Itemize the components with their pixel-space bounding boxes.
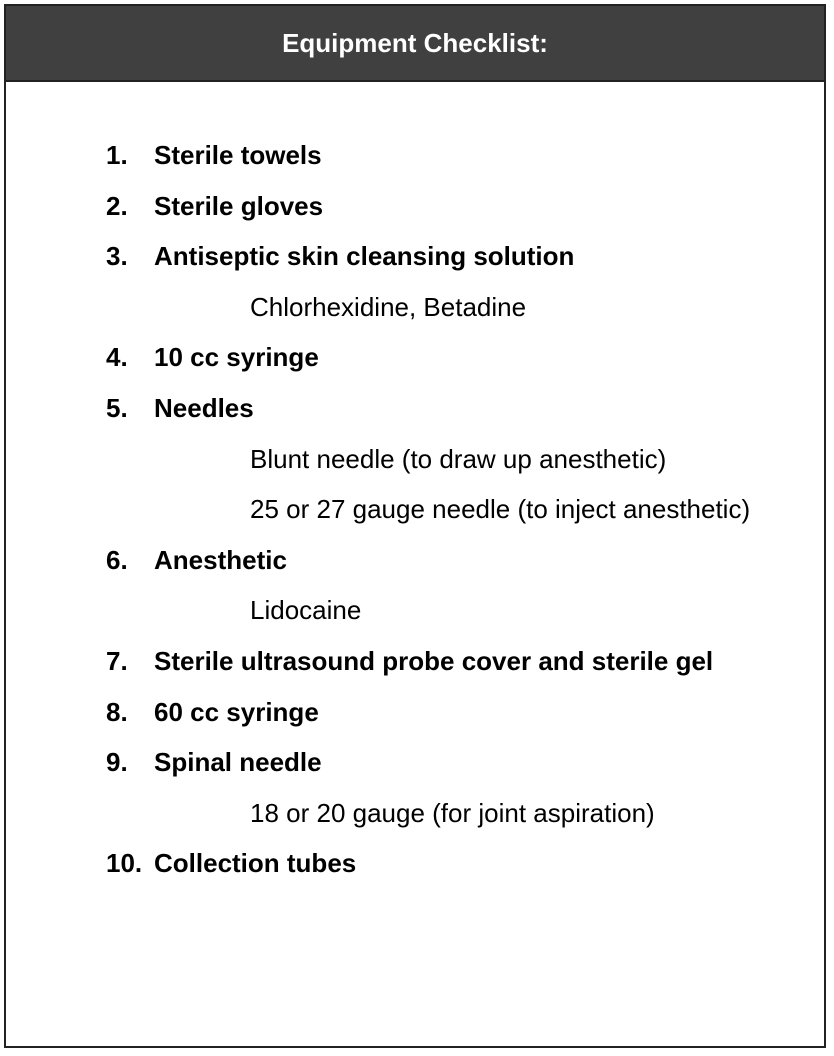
checklist-item-number: 5. (106, 392, 128, 423)
checklist-subitems (154, 434, 766, 535)
checklist-subitem: Lidocaine (250, 595, 362, 626)
checklist-item (106, 332, 766, 383)
checklist-item-label: Antiseptic skin cleansing solution (154, 241, 575, 272)
checklist-item-label: Anesthetic (154, 544, 287, 575)
checklist-item-label: Collection tubes (154, 848, 357, 879)
checklist-item (106, 181, 766, 232)
checklist-item-number: 6. (106, 544, 128, 575)
checklist-list (106, 130, 766, 889)
checklist-item (106, 535, 766, 636)
checklist-title: Equipment Checklist: (282, 27, 548, 58)
checklist-item (106, 737, 766, 838)
checklist-item (106, 130, 766, 181)
checklist-subitems (154, 282, 766, 333)
checklist-item (106, 636, 766, 687)
checklist-item (106, 231, 766, 332)
checklist-item (106, 838, 766, 889)
checklist-item-number: 8. (106, 696, 128, 727)
checklist-header (6, 6, 824, 82)
checklist-item-number: 3. (106, 241, 128, 272)
checklist-item (106, 383, 766, 535)
checklist-item-label: Sterile ultrasound probe cover and sterile gel (154, 645, 714, 676)
checklist-item-label: Spinal needle (154, 747, 322, 778)
checklist-box (4, 4, 826, 1048)
checklist-item (106, 687, 766, 738)
checklist-subitem: Blunt needle (to draw up anesthetic) (250, 443, 667, 474)
checklist-item-number: 4. (106, 342, 128, 373)
checklist-item-label: 10 cc syringe (154, 342, 319, 373)
checklist-item-number: 9. (106, 747, 128, 778)
checklist-item-number: 1. (106, 140, 128, 170)
checklist-item-label: Sterile gloves (154, 190, 324, 221)
checklist-subitem: 18 or 20 gauge (for joint aspiration) (250, 797, 655, 828)
checklist-item-number: 7. (106, 645, 128, 676)
checklist-subitems (154, 585, 766, 636)
checklist-subitem: Chlorhexidine, Betadine (250, 291, 527, 322)
checklist-item-number: 2. (106, 190, 128, 221)
checklist-item-label: Sterile towels (154, 140, 322, 170)
checklist-item-label: Needles (154, 392, 254, 423)
checklist-item-label: 60 cc syringe (154, 696, 319, 727)
checklist-item-number: 10. (106, 848, 143, 879)
checklist-subitems (154, 788, 766, 839)
checklist-subitem: 25 or 27 gauge needle (to inject anesthetic) (250, 494, 751, 525)
